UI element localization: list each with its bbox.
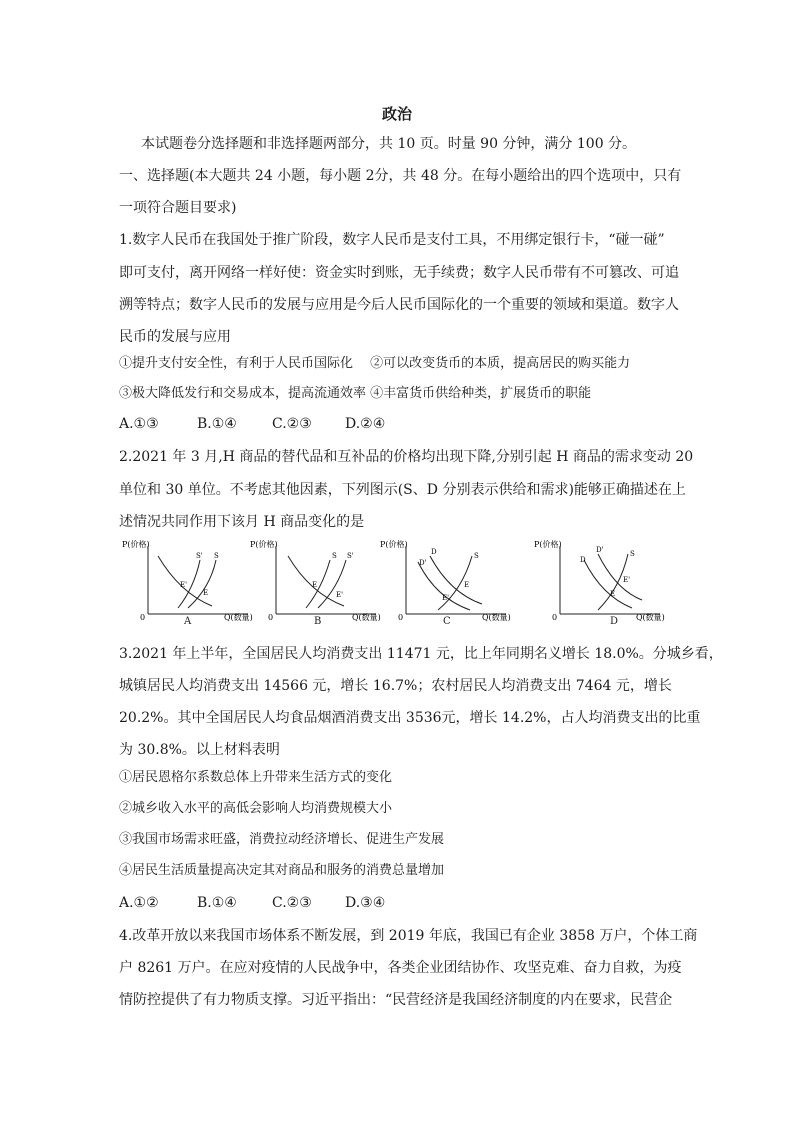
- q1-options: [119, 415, 419, 433]
- q1-option-b: B.①④: [197, 416, 237, 432]
- graph-c: [378, 538, 518, 628]
- q1-item-line: ①提升支付安全性，有利于人民币国际化 ②可以改变货币的本质，提高居民的购买能力: [119, 356, 631, 371]
- q1-option-a: A.①③: [119, 416, 159, 432]
- curve-label: D': [596, 546, 604, 554]
- q3-item-line: ②城乡收入水平的高低会影响人均消费规模大小: [119, 801, 393, 816]
- q3-stem-line: 为 30.8%。以上材料表明: [119, 742, 280, 758]
- q3-option-c: C.②③: [272, 895, 312, 911]
- q3-option-a: A.①②: [119, 895, 159, 911]
- q1-stem-line: 1.数字人民币在我国处于推广阶段，数字人民币是支付工具，不用绑定银行卡，“碰一碰”: [119, 232, 665, 248]
- q3-item-line: ①居民恩格尔系数总体上升带来生活方式的变化: [119, 770, 393, 785]
- q1-item-line: ③极大降低发行和交易成本，提高流通效率 ④丰富货币供给种类，扩展货币的职能: [119, 386, 592, 401]
- q3-option-d: D.③④: [345, 895, 386, 911]
- q1-stem-line: 溯等特点；数字人民币的发展与应用是今后人民币国际化的一个重要的领域和渠道。数字人: [119, 297, 679, 313]
- q4-stem-line: 户 8261 万户。在应对疫情的人民战争中，各类企业团结协作、攻坚克难、奋力自救，为疫: [119, 960, 682, 976]
- q1-option-d: D.②④: [345, 416, 386, 432]
- graph-d-ylabel: P(价格): [534, 540, 562, 549]
- graph-b-origin: 0: [268, 613, 274, 622]
- graph-a: [120, 538, 260, 628]
- q3-item-line: ③我国市场需求旺盛，消费拉动经济增长、促进生产发展: [119, 832, 445, 847]
- graph-c-xlabel: Q(数量): [482, 613, 511, 622]
- graph-d-xlabel: Q(数量): [636, 613, 665, 622]
- q4-stem-line: 4.改革开放以来我国市场体系不断发展，到 2019 年底，我国已有企业 3858 万户，个体工商: [119, 928, 698, 944]
- graph-d: [532, 538, 672, 628]
- graph-a-xlabel: Q(数量): [224, 613, 253, 622]
- curve-label: S: [332, 552, 337, 560]
- curve-label: S: [474, 552, 479, 560]
- point-label: E': [442, 594, 450, 602]
- point-label: E: [312, 581, 318, 589]
- q3-stem-line: 城镇居民人均消费支出 14566 元，增长 16.7%；农村居民人均消费支出 7464 元，增长: [119, 678, 672, 694]
- page-title: 政治: [381, 105, 412, 123]
- q3-stem-line: 3.2021 年上半年，全国居民人均消费支出 11471 元，比上年同期名义增长 18.0%。分城乡看，: [119, 646, 723, 662]
- q4-stem-line: 情防控提供了有力物质支撑。习近平指出：“民营经济是我国经济制度的内在要求，民营企: [119, 992, 673, 1008]
- q3-stem-line: 20.2%。其中全国居民人均食品烟酒消费支出 3536元，增长 14.2%，占人均消费支出的比重: [119, 710, 701, 726]
- graph-c-origin: 0: [398, 613, 404, 622]
- graph-a-origin: 0: [140, 613, 146, 622]
- graph-b-label: B: [314, 616, 322, 627]
- point-label: E': [623, 576, 631, 584]
- q3-item-line: ④居民生活质量提高决定其对商品和服务的消费总量增加: [119, 863, 445, 878]
- section-heading-line-2: 一项符合题目要求): [119, 200, 237, 216]
- curve-label: D: [580, 556, 586, 564]
- point-label: E: [464, 581, 470, 589]
- graph-a-label: A: [184, 616, 192, 627]
- point-label: E': [336, 591, 344, 599]
- q2-stem-line: 单位和 30 单位。不考虑其他因素，下列图示(S、D 分别表示供给和需求)能够正确描述在上: [119, 482, 686, 498]
- graph-b-xlabel: Q(数量): [352, 613, 381, 622]
- q1-stem-line: 即可支付，离开网络一样好使：资金实时到账，无手续费；数字人民币带有不可篡改、可追: [119, 265, 679, 281]
- section-heading-line-1: 一、选择题(本大题共 24 小题，每小题 2分，共 48 分。在每小题给出的四个选项中，只有: [119, 168, 682, 184]
- curve-label: S: [214, 552, 219, 560]
- graph-d-origin: 0: [552, 613, 558, 622]
- q3-option-b: B.①④: [197, 895, 237, 911]
- curve-label: D: [431, 548, 437, 556]
- q2-stem-line: 2.2021 年 3 月,H 商品的替代品和互补品的价格均出现下降,分别引起 H 商品的需求变动 20: [119, 449, 694, 465]
- graph-c-label: C: [443, 616, 451, 627]
- q1-stem-line: 民币的发展与应用: [119, 329, 231, 345]
- curve-label: S': [196, 552, 203, 560]
- point-label: E: [203, 589, 209, 597]
- demand-curve: [584, 560, 632, 608]
- graph-b-ylabel: P(价格): [250, 540, 278, 549]
- graph-d-label: D: [610, 616, 619, 627]
- curve-label: D': [419, 559, 427, 567]
- q3-options: [119, 894, 419, 912]
- graph-a-ylabel: P(价格): [122, 540, 150, 549]
- intro-text: 本试题卷分选择题和非选择题两部分，共 10 页。时量 90 分钟，满分 100 分。: [141, 136, 637, 152]
- demand-curve-shifted: [418, 562, 470, 610]
- point-label: E: [610, 590, 616, 598]
- q2-stem-line: 述情况共同作用下该月 H 商品变化的是: [119, 514, 365, 530]
- curve-label: S': [347, 552, 354, 560]
- curve-label: S: [630, 550, 635, 558]
- q1-option-c: C.②③: [272, 416, 312, 432]
- point-label: E': [180, 581, 188, 589]
- graph-b: [248, 538, 388, 628]
- demand-curve: [430, 556, 482, 604]
- graph-c-ylabel: P(价格): [380, 540, 408, 549]
